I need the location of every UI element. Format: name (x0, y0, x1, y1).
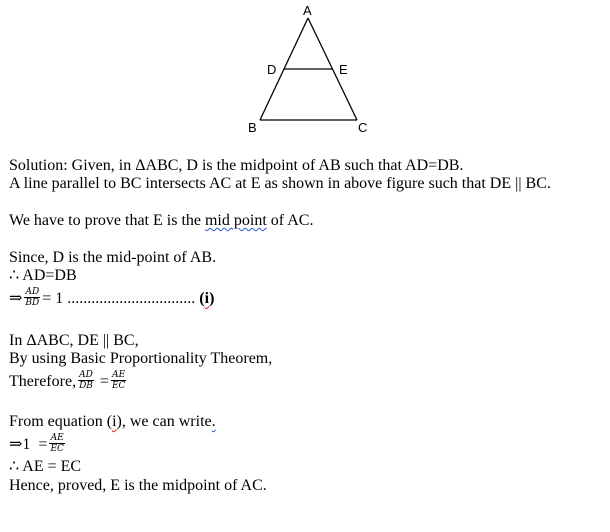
spellcheck-i: i (112, 413, 117, 430)
to-prove-pre: We have to prove that E is the (9, 212, 205, 229)
from-equation-pre: From equation ( (9, 413, 113, 430)
label-e: E (339, 62, 348, 77)
fraction-denominator: EC (50, 444, 64, 454)
fraction-ae-ec-2 (49, 433, 64, 454)
ae-equals-ec: ∴ AE = EC (9, 458, 82, 475)
fraction-denominator: BD (25, 298, 40, 308)
therefore-ratio-line (9, 372, 128, 393)
solution-given-line: Solution: Given, in ΔABC, D is the midpoint of AB such that AD=DB. (9, 157, 464, 174)
equals-sign: = (95, 373, 109, 391)
to-prove-line (9, 212, 313, 230)
fraction-ad-bd (24, 287, 40, 308)
fraction-numerator: AD (79, 370, 93, 380)
therefore-label: Therefore, (9, 373, 77, 391)
eq-ref-open: ( (195, 290, 205, 308)
bpt-line: By using Basic Proportionality Theorem, (9, 350, 273, 367)
therefore-ad-db: ∴ AD=DB (9, 267, 77, 284)
spellcheck-mid-point: mid point (204, 212, 267, 229)
label-d: D (267, 62, 277, 77)
since-line: Since, D is the mid-point of AB. (9, 249, 217, 266)
fraction-numerator: AE (50, 433, 64, 443)
implies-one-line (9, 435, 67, 456)
fraction-denominator: DB (79, 381, 93, 391)
implies-one: ⇒1 = (9, 436, 48, 454)
fraction-ad-db (78, 370, 94, 391)
in-triangle-line: In ΔABC, DE || BC, (9, 332, 139, 349)
label-b: B (248, 120, 257, 135)
fraction-ae-ec (111, 370, 126, 391)
label-c: C (358, 120, 368, 135)
equals-one: = 1 (42, 290, 68, 308)
equation-i-line (9, 289, 214, 310)
spellcheck-period: . (211, 413, 216, 430)
triangle-figure (240, 0, 390, 140)
fraction-numerator: AD (25, 287, 40, 297)
implies-symbol: ⇒ (9, 290, 23, 308)
label-a: A (303, 3, 312, 18)
from-equation-line (9, 413, 216, 431)
to-prove-post: of AC. (266, 212, 314, 229)
dotted-leader: ................................ (67, 290, 196, 308)
parallel-line-statement: A line parallel to BC intersects AC at E as shown in above figure such that DE || BC. (9, 175, 551, 192)
fraction-numerator: AE (112, 370, 126, 380)
eq-ref-close: ) (209, 290, 215, 308)
conclusion-line: Hence, proved, E is the midpoint of AC. (9, 477, 267, 494)
fraction-denominator: EC (111, 381, 126, 391)
from-equation-mid: ), we can write (116, 413, 212, 430)
eq-ref-i: i (204, 290, 210, 308)
